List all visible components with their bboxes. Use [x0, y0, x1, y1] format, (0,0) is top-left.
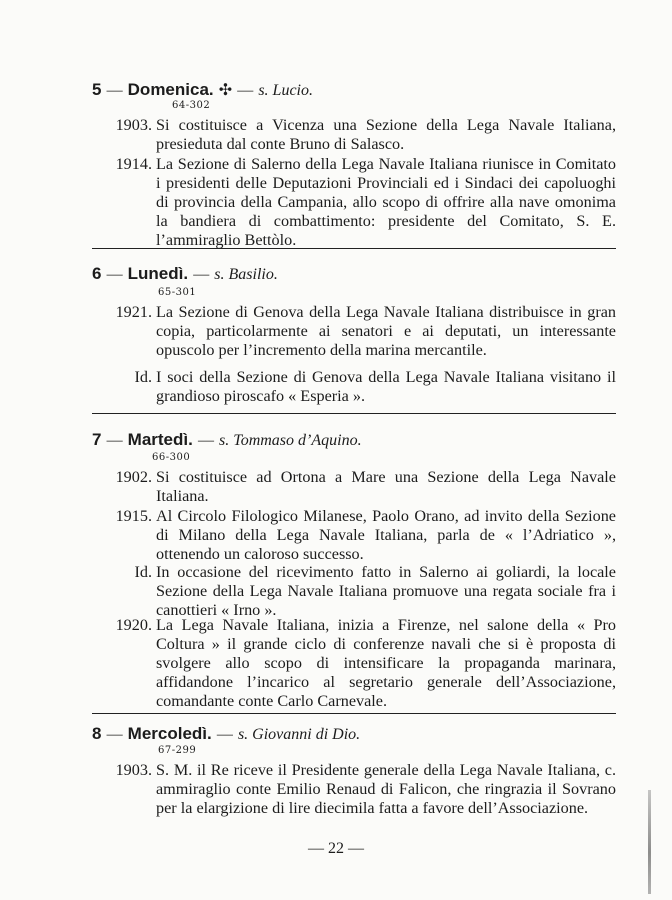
day-heading: [92, 724, 360, 745]
dash: —: [193, 266, 210, 283]
entry-year: 1920.: [115, 616, 152, 634]
day-heading: [92, 80, 313, 101]
entry-text: Si costituisce a Vicenza una Sezione della Lega Navale Italiana, presieduta dal conte Bruno di Salasco.: [156, 116, 616, 153]
chronicle-entry: [108, 468, 616, 506]
day-number: 8: [92, 724, 102, 743]
dash: —: [216, 726, 233, 743]
entry-year: 1902.: [115, 468, 152, 486]
day-name: Mercoledì.: [127, 724, 212, 743]
chronicle-entry: [108, 368, 616, 406]
section-divider: [92, 413, 616, 414]
day-code: 66-300: [152, 452, 191, 463]
dash: —: [106, 432, 123, 449]
day-name: Martedì.: [127, 430, 193, 449]
day-code: 67-299: [158, 745, 197, 756]
day-heading: [92, 430, 362, 451]
dash: —: [237, 82, 254, 99]
chronicle-entry: [108, 303, 616, 360]
chronicle-entry: [108, 116, 616, 154]
chronicle-entry: [108, 761, 616, 818]
entry-year: Id.: [134, 563, 152, 581]
entry-text: Al Circolo Filologico Milanese, Paolo Orano, ad invito della Sezione di Milano della Lega Navale Italiana, parla de « l’Adriatico », ottenendo un caloroso successo.: [156, 507, 616, 563]
cross-icon: ✣: [218, 80, 233, 99]
entry-text: In occasione del ricevimento fatto in Salerno ai goliardi, la locale Sezione della Lega Navale Italiana promuove una regata sociale fra i canottieri « Irno ».: [156, 563, 616, 619]
entry-text: La Sezione di Salerno della Lega Navale Italiana riunisce in Comitato i presidenti delle Deputazioni Provinciali ed i Sindaci dei capoluoghi di provincia della Campania, allo scopo di offrire alla nave omonima la bandiera di combattimento: presidente del Comitato, S. E. l’ammiraglio Bettòlo.: [156, 155, 616, 249]
page-edge-shadow: [648, 790, 651, 894]
saint-name: s. Lucio.: [258, 82, 313, 99]
day-name: Lunedì.: [127, 264, 189, 283]
day-code: 65-301: [158, 287, 197, 298]
day-number: 7: [92, 430, 102, 449]
day-number: 6: [92, 264, 102, 283]
chronicle-entry: [108, 616, 616, 711]
day-code: 64-302: [172, 100, 211, 111]
entry-year: 1915.: [115, 507, 152, 525]
section-divider: [92, 248, 616, 249]
entry-text: S. M. il Re riceve il Presidente generale della Lega Navale Italiana, c. ammiraglio conte Emilio Renaud di Falicon, che ringrazia il Sovrano per la elargizione di lire diecimila fatta a favore dell’Associazione.: [156, 761, 616, 817]
section-divider: [92, 713, 616, 714]
dash: —: [106, 266, 123, 283]
dash: —: [106, 726, 123, 743]
entry-year: 1903.: [115, 116, 152, 134]
saint-name: s. Giovanni di Dio.: [237, 726, 361, 743]
entry-year: 1903.: [115, 761, 152, 779]
entry-text: I soci della Sezione di Genova della Lega Navale Italiana visitano il grandioso piroscafo « Esperia ».: [156, 368, 616, 405]
dash: —: [106, 82, 123, 99]
saint-name: s. Basilio.: [214, 266, 278, 283]
chronicle-entry: [108, 563, 616, 620]
chronicle-entry: [108, 155, 616, 250]
saint-name: s. Tommaso d’Aquino.: [219, 432, 362, 449]
entry-year: 1914.: [115, 155, 152, 173]
page-number: — 22 —: [308, 840, 364, 857]
day-name: Domenica.: [127, 80, 214, 99]
day-heading: [92, 264, 278, 285]
entry-text: Si costituisce ad Ortona a Mare una Sezione della Lega Navale Italiana.: [156, 468, 616, 505]
dash: —: [197, 432, 214, 449]
entry-year: 1921.: [115, 303, 152, 321]
chronicle-entry: [108, 507, 616, 564]
entry-year: Id.: [134, 368, 152, 386]
day-number: 5: [92, 80, 102, 99]
entry-text: La Lega Navale Italiana, inizia a Firenze, nel salone della « Pro Coltura » il grande ciclo di conferenze navali che si è proposta di svolgere allo scopo di intensificare la propaganda marinara, affidandone l’incarico al segretario generale dell’Associazione, comandante conte Carlo Carnevale.: [156, 616, 616, 710]
entry-text: La Sezione di Genova della Lega Navale Italiana distribuisce in gran copia, particolarmente ai senatori e ai deputati, un interessante opuscolo per l’incremento della marina mercantile.: [156, 303, 616, 359]
